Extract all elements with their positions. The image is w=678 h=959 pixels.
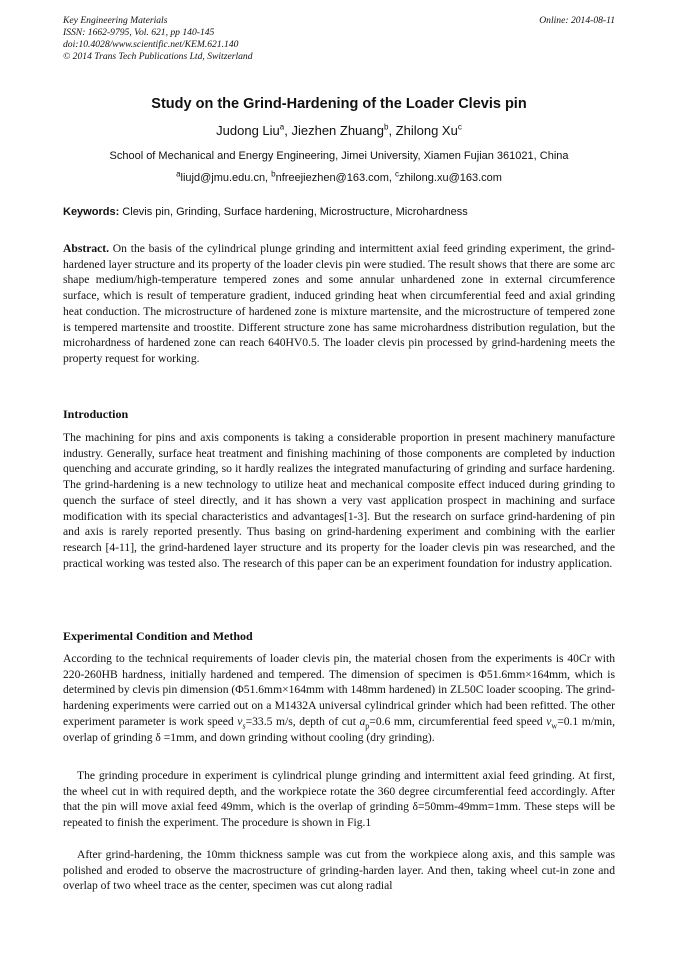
paper-title: Study on the Grind-Hardening of the Loader Clevis pin — [151, 96, 527, 112]
email-sup: a — [176, 169, 181, 179]
keywords — [63, 206, 615, 218]
email-address: zhilong.xu@163.com — [399, 172, 502, 184]
email-address: nfreejiezhen@163.com, — [275, 172, 396, 184]
email-sup: b — [271, 169, 276, 179]
author-list: Judong Liu$^a$, Jiezhen Zhuang$^b$, Zhilong Xu$^c$ — [216, 122, 462, 138]
journal-copyright: © 2014 Trans Tech Publications Ltd, Switzerland — [63, 51, 253, 62]
author-name: Judong Liu — [216, 123, 280, 138]
author-name: Jiezhen Zhuang — [291, 123, 384, 138]
journal-doi: doi:10.4028/www.scientific.net/KEM.621.140 — [63, 39, 239, 50]
section-heading-experimental: Experimental Condition and Method — [63, 629, 253, 643]
experimental-paragraph-3: After grind-hardening, the 10mm thickness sample was cut from the workpiece along axis, and this sample was polished and eroded to observe the macrostructure of grinding-harden layer. And then, taking wheel cut-in zone and overlap of two wheel trace as the center, specimen was cut along radial — [63, 848, 615, 893]
keywords-text: Clevis pin, Grinding, Surface hardening, Microstructure, Microhardness — [119, 206, 468, 218]
journal-header — [63, 15, 253, 63]
author-sup: c — [457, 122, 462, 132]
section-heading-introduction: Introduction — [63, 407, 129, 421]
email-address: liujd@jmu.edu.cn, — [180, 172, 272, 184]
abstract — [63, 241, 615, 367]
email-list — [0, 169, 678, 184]
experimental-paragraph-2: The grinding procedure in experiment is cylindrical plunge grinding and intermittent axial feed grinding. At first, the wheel cut in with required depth, and the workpiece rotate the 360 degree circumferential feed accordingly. After that the pin will move axial feed 49mm, which is the overlap of grinding δ=50mm-49mm=1mm. These steps will be repeated to finish the experiment. The procedure is shown in Fig.1 — [63, 769, 615, 830]
keywords-label: Keywords: — [63, 206, 120, 218]
journal-issn: ISSN: 1662-9795, Vol. 621, pp 140-145 — [63, 27, 215, 38]
email-sup: c — [395, 169, 400, 179]
online-date: Online: 2014-08-11 — [539, 15, 615, 26]
abstract-label: Abstract. — [63, 242, 110, 255]
author-sup: a — [279, 122, 285, 132]
experimental-paragraph-1: According to the technical requirements of loader clevis pin, the material chosen from the experiments is 40Cr with 220-260HB hardness, initially hardened and tempered. The dimension of specimen is Φ51.6mm×164mm, which is determined by clevis pin dimension (Φ51.6mm×164mm with 148mm hardened) in ZL50C loader scooping. The grind-hardening experiments were carried out on a M1432A universal cylindrical grinder which had been refitted. The other experiment parameter is work speed $v_s=33.5$ m/s, depth of cut $a_p=0.6$ mm, circumferential feed speed $v_w=0.1$ m/min, overlap of grinding δ =1mm, and down grinding without cooling (dry grinding). — [63, 652, 615, 744]
author-sup: b — [383, 122, 389, 132]
journal-name: Key Engineering Materials — [63, 15, 168, 26]
author-name: Zhilong Xu — [395, 123, 458, 138]
affiliation: School of Mechanical and Energy Engineering, Jimei University, Xiamen Fujian 361021, China — [109, 150, 569, 162]
introduction-paragraph: The machining for pins and axis components is taking a considerable proportion in present machinery manufacture industry. Generally, surface heat treatment and finishing machining of those components are completed by induction quenching and accurate grinding, so it hardly realizes the integrated manufacturing of grinding and surface hardening. The grind-hardening is a new technology to utilize heat and mechanical composite effect induced during grinding to quench the surface of steel directly, and it has shown a very vast application prospect in machining and surface modification with its special characteristics and advantages[1-3]. But the research on surface grind-hardening of pin and axis is rarely reported presently. Thus basing on grind-hardening experiment and combining with the earlier research [4-11], the grind-hardened layer structure and its property for the loader clevis pin was researched, and the practical working was tested also. The research of this paper can be an experiment foundation for industry application. — [63, 431, 615, 570]
abstract-text: On the basis of the cylindrical plunge grinding and intermittent axial feed grinding experiment, the grind-hardened layer structure and its property of the loader clevis pin were studied. The result shows that there are some arc shape medium/high-temperature tempered zones and some annular unhardened zone in external circumference surface, which is result of temperature gradient, induced grinding heat when circumferential feed and axial grinding heat conduction. The microstructure of hardened zone is mixture martensite, and the microstructure of tempered zone is tempered martensite and troostite. Different structure zone has same microhardness distribution regulation, but the microhardness of hardened zone can reach 640HV0.5. The loader clevis pin processed by grind-hardening meets the property request for working. — [63, 242, 615, 365]
